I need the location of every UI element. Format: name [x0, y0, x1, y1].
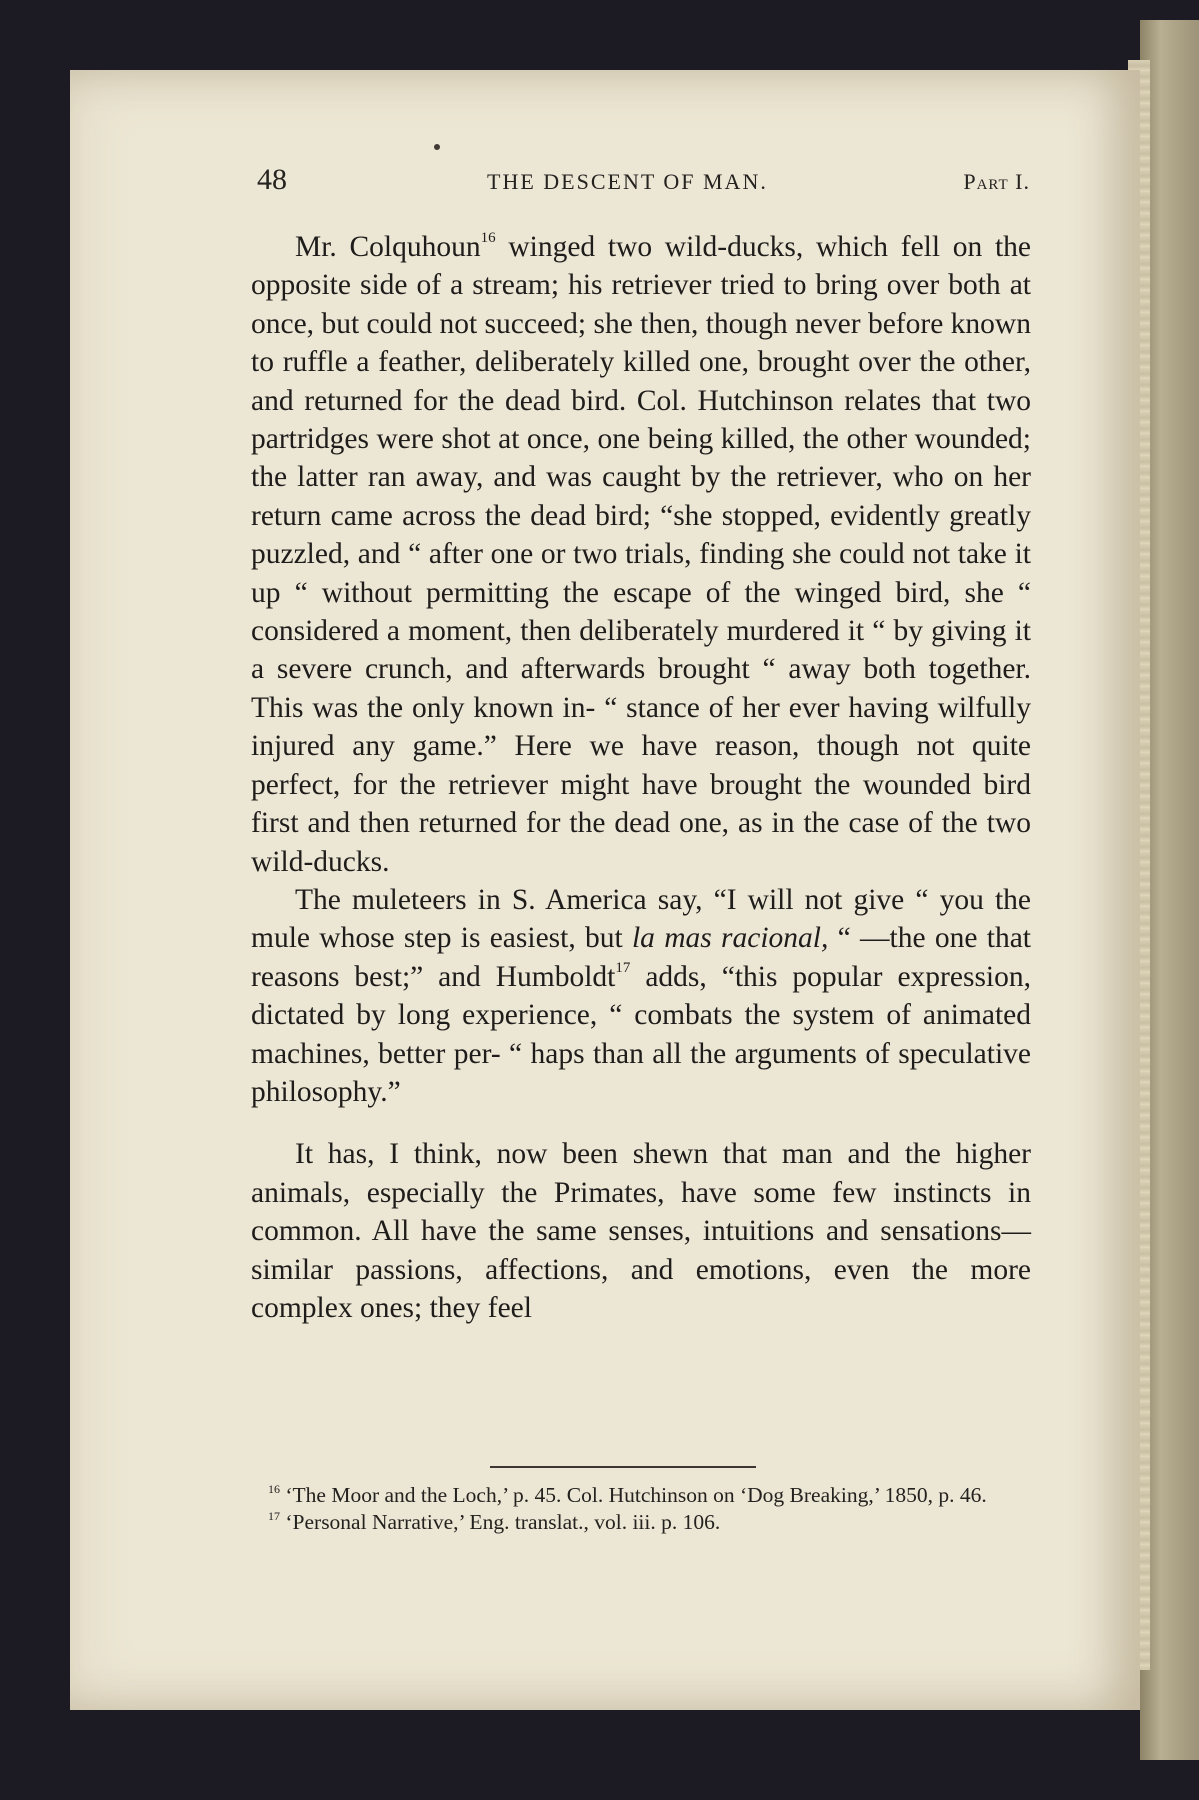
text-segment: “ —the one that reasons best;” and Humboldt: [251, 922, 1031, 993]
footnotes: [248, 1482, 1028, 1536]
footnote-text: ‘Personal Narrative,’ Eng. translat., vol. iii. p. 106.: [280, 1510, 721, 1534]
body-text: [251, 228, 1031, 1327]
footnote-number: 17: [268, 1509, 280, 1523]
text-segment: Mr. Colquhoun: [295, 231, 481, 263]
ink-spot: [434, 144, 440, 150]
footnote-ref: 17: [615, 959, 631, 976]
paragraph-instincts: It has, I think, now been shewn that man and the higher animals, especially the Primates, have some few instincts in common. All have the same senses, intuitions and sensations—similar passions, affections, and emotions, even the more complex ones; they feel: [251, 1138, 1031, 1324]
footnote-ref: 16: [480, 230, 496, 246]
part-label: Part I.: [963, 169, 1030, 194]
footnote-number: 16: [268, 1482, 280, 1496]
running-head: THE DESCENT OF MAN.: [487, 169, 768, 194]
page-number: 48: [257, 163, 287, 196]
footnote-16: [248, 1482, 1028, 1509]
footnote-17: [248, 1509, 1028, 1536]
text-segment: The muleteers in S. America say, “I will not give “ you the mule whose step is easiest, but: [251, 883, 1031, 955]
text-segment: winged two wild-ducks, which fell on the opposite side of a stream; his retriever tried to bring over both at once, but could not succeed; she then, though never before known to ruffle a feather, deliberately killed one, brought over the other, and returned for the dead bird. Col. Hutchinson relates that two partridges were shot at once, one being killed, the other wounded; the latter ran away, and was caught by the retriever, who on her return came across the dead bird; “she stopped, evidently greatly puzzled, and “ after one or two trials, finding she could not take it up “ without permitting the escape of the winged bird, she “ considered a moment, then deliberately murdered it “ by giving it a severe crunch, and afterwards brought “ away both together. This was the only known in- “ stance of her ever having wilfully injured any game.” Here we have reason, though not quite perfect, for the retriever might have brought the wounded bird first and then returned for the dead one, as in the case of the two wild-ducks.: [251, 231, 1031, 878]
italic-phrase: la mas racional,: [631, 922, 829, 955]
page-header: [257, 163, 1030, 203]
paragraph-muleteers: [251, 881, 1031, 1111]
paragraph-colquhoun: [251, 228, 1031, 881]
footnote-text: ‘The Moor and the Loch,’ p. 45. Col. Hutchinson on ‘Dog Breaking,’ 1850, p. 46.: [280, 1483, 987, 1507]
footnote-rule: [490, 1466, 756, 1468]
text-segment: adds, “this popular expression, dictated by long experience, “ combats the system of animated machines, better per- “ haps than all the arguments of speculative philosophy.”: [251, 960, 1031, 1108]
